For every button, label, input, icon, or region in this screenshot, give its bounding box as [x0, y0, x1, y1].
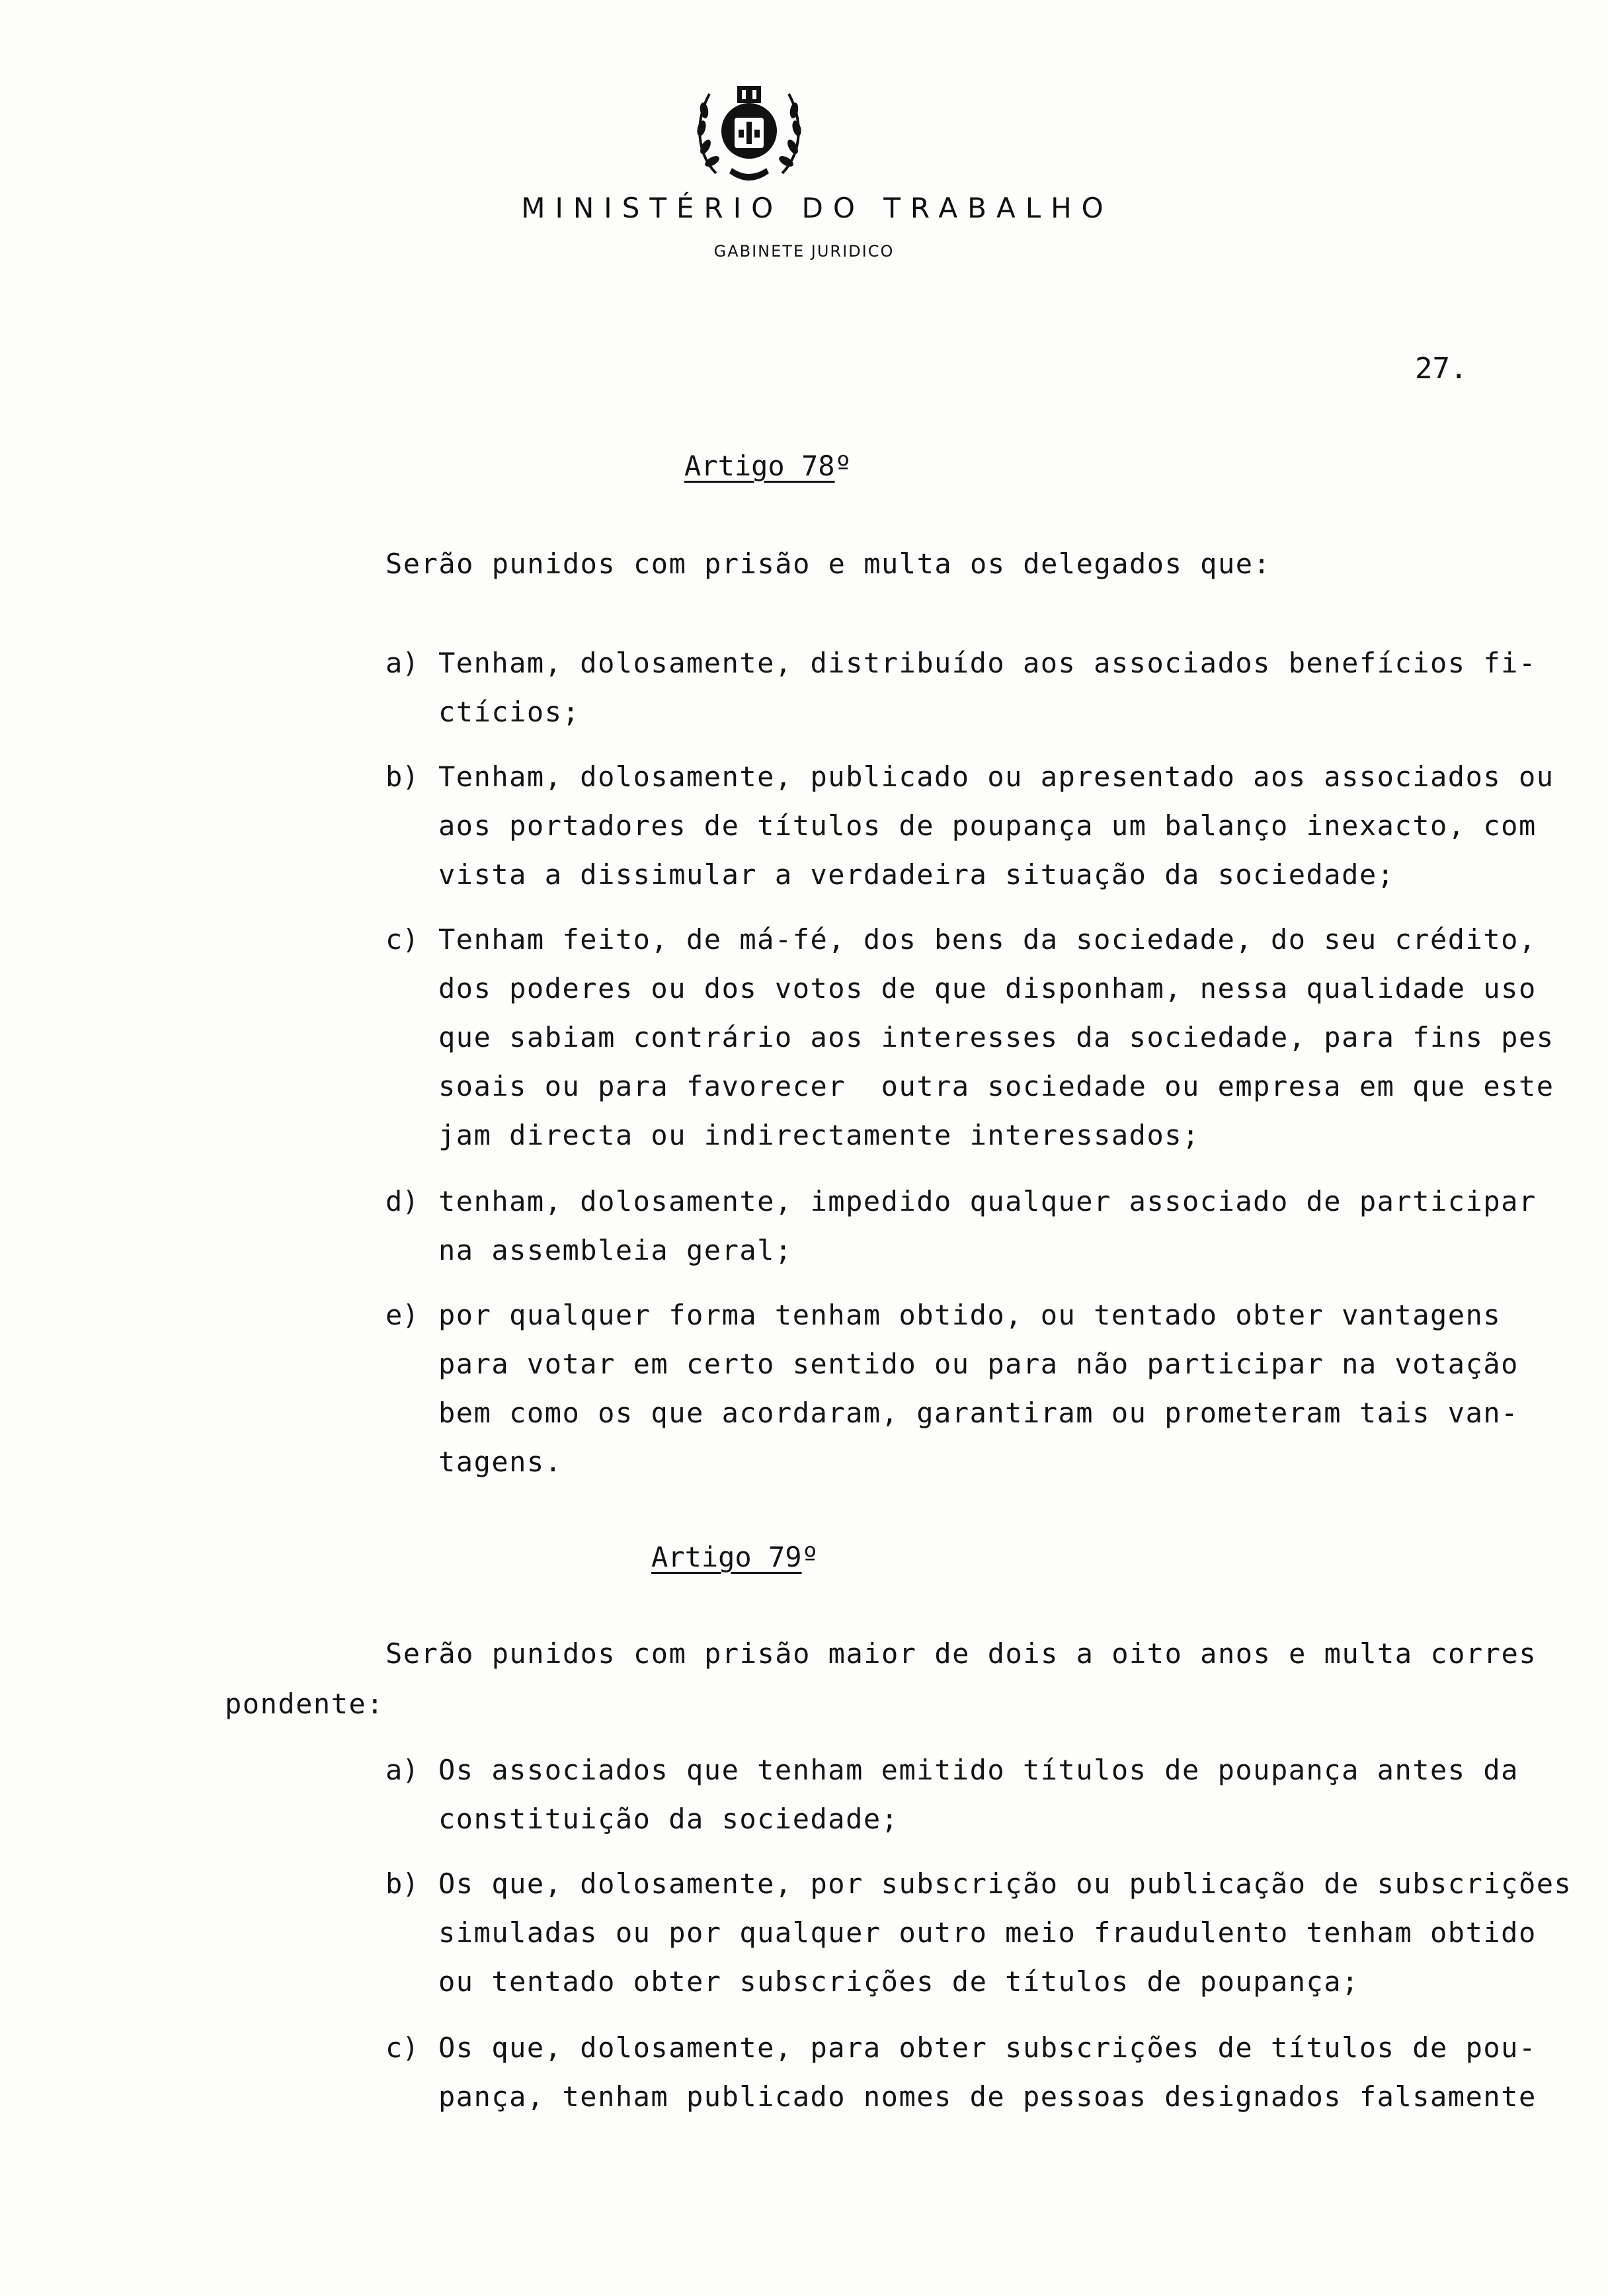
department-name: GABINETE JURIDICO — [713, 242, 895, 261]
article-78-item-e-marker: e) — [385, 1299, 419, 1331]
article-78-item-c-line: jam directa ou indirectamente interessados; — [438, 1119, 1200, 1151]
article-78-item-a-marker: a) — [385, 647, 419, 679]
article-79-heading-ordinal: º — [801, 1541, 819, 1573]
article-79-item-b-line: simuladas ou por qualquer outro meio fraudulento tenham obtido — [438, 1916, 1537, 1949]
article-79-item-c-line: Os que, dolosamente, para obter subscrições de títulos de pou- — [438, 2031, 1537, 2064]
coat-of-arms-icon — [690, 74, 809, 188]
article-79-item-b-line: Os que, dolosamente, por subscrição ou publicação de subscrições — [438, 1867, 1572, 1900]
article-78-item-e-line: por qualquer forma tenham obtido, ou tentado obter vantagens — [438, 1299, 1502, 1331]
article-78-item-b-line: aos portadores de títulos de poupança um balanço inexacto, com — [438, 809, 1537, 842]
article-79-item-c-marker: c) — [385, 2031, 419, 2064]
article-78-heading-text: Artigo 78 — [684, 450, 835, 482]
article-78-heading — [684, 450, 852, 482]
article-79-item-a-line: Os associados que tenham emitido títulos de poupança antes da — [438, 1754, 1519, 1786]
article-78-intro: Serão punidos com prisão e multa os delegados que: — [385, 548, 1271, 580]
ministry-name: MINISTÉRIO DO TRABALHO — [521, 192, 1113, 224]
article-78-item-d-marker: d) — [385, 1185, 419, 1217]
article-78-item-e-line: tagens. — [438, 1446, 563, 1478]
article-78-item-c-marker: c) — [385, 923, 419, 956]
article-79-item-a-line: constituição da sociedade; — [438, 1803, 899, 1835]
article-78-item-c-line: Tenham feito, de má-fé, dos bens da sociedade, do seu crédito, — [438, 923, 1537, 956]
article-79-heading-text: Artigo 79 — [651, 1541, 802, 1573]
article-78-item-b-marker: b) — [385, 760, 419, 793]
article-79-item-b-line: ou tentado obter subscrições de títulos de poupança; — [438, 1965, 1359, 1998]
article-79-intro-line: Serão punidos com prisão maior de dois a oito anos e multa corres — [385, 1637, 1537, 1670]
article-78-item-a-line: Tenham, dolosamente, distribuído aos associados benefícios fi- — [438, 647, 1537, 679]
article-78-item-b-line: Tenham, dolosamente, publicado ou apresentado aos associados ou — [438, 760, 1554, 793]
article-78-item-a-line: ctícios; — [438, 696, 581, 728]
article-78-item-c-line: que sabiam contrário aos interesses da sociedade, para fins pes — [438, 1021, 1554, 1053]
article-78-item-c-line: dos poderes ou dos votos de que disponham, nessa qualidade uso — [438, 972, 1537, 1004]
article-79-intro-line: pondente: — [225, 1688, 385, 1720]
article-78-item-b-line: vista a dissimular a verdadeira situação da sociedade; — [438, 858, 1395, 891]
article-78-item-d-line: na assembleia geral; — [438, 1234, 793, 1266]
article-79-item-c-line: pança, tenham publicado nomes de pessoas designados falsamente — [438, 2080, 1537, 2113]
article-79-item-a-marker: a) — [385, 1754, 419, 1786]
article-78-item-e-line: bem como os que acordaram, garantiram ou prometeram tais van- — [438, 1397, 1519, 1429]
article-78-item-d-line: tenham, dolosamente, impedido qualquer associado de participar — [438, 1185, 1537, 1217]
article-78-item-e-line: para votar em certo sentido ou para não participar na votação — [438, 1348, 1519, 1380]
article-78-item-c-line: soais ou para favorecer outra sociedade ou empresa em que este — [438, 1070, 1554, 1102]
page-number: 27. — [1415, 352, 1468, 386]
article-78-heading-ordinal: º — [834, 450, 852, 482]
article-79-item-b-marker: b) — [385, 1867, 419, 1900]
article-79-heading — [651, 1541, 819, 1573]
